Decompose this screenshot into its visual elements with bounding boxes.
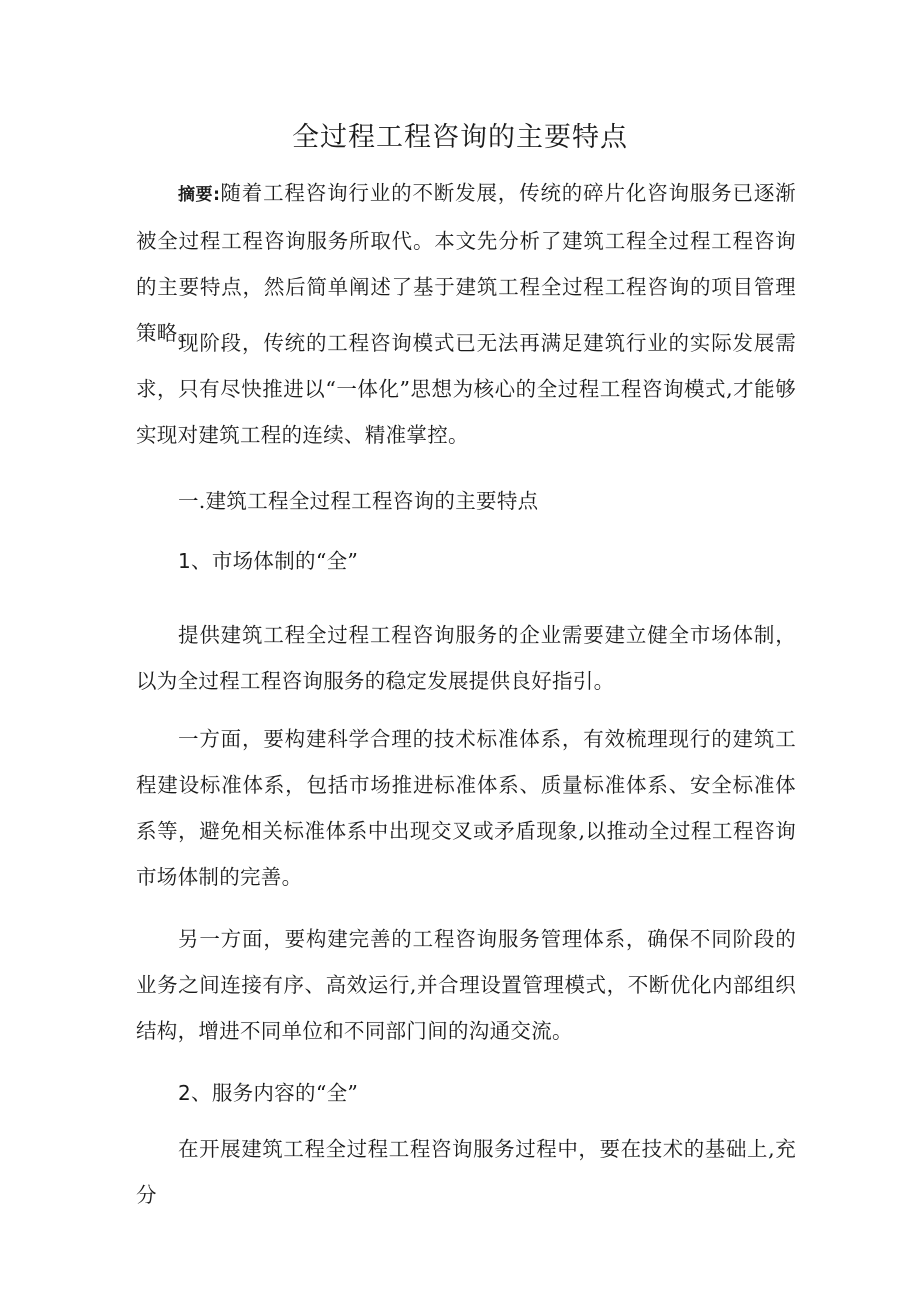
subsection-heading-2: [178, 1070, 358, 1116]
body-paragraph: 一方面，要构建科学合理的技术标准体系，有效梳理现行的建筑工程建设标准体系，包括市场推进标准体系、质量标准体系、安全标准体系等，避免相关标准体系中出现交叉或矛盾现象,以推动全过程工程咨询市场体制的完善。: [136, 727, 796, 889]
subsection-heading-1: [178, 538, 358, 584]
section-heading: 一.建筑工程全过程工程咨询的主要特点: [178, 489, 539, 513]
abstract-label: 摘要:: [178, 185, 220, 205]
page-title: 全过程工程咨询的主要特点: [292, 122, 628, 153]
subsection-title: 、服务内容的“全”: [191, 1081, 359, 1105]
subsection-title: 、市场体制的“全”: [191, 549, 359, 573]
subsection-number: 1: [178, 549, 192, 573]
subsection-number: 2: [178, 1081, 192, 1105]
intro-paragraph: 现阶段，传统的工程咨询模式已无法再满足建筑行业的实际发展需求，只有尽快推进以“一体化”思想为核心的全过程工程咨询模式,才能够实现对建筑工程的连续、精准掌控。: [136, 331, 796, 447]
abstract-text: 随着工程咨询行业的不断发展，传统的碎片化咨询服务已逐渐被全过程工程咨询服务所取代。本文先分析了建筑工程全过程工程咨询的主要特点，然后简单阐述了基于建筑工程全过程工程咨询的项目管理策略。: [136, 181, 796, 345]
body-paragraph: 提供建筑工程全过程工程咨询服务的企业需要建立健全市场体制，以为全过程工程咨询服务的稳定发展提供良好指引。: [136, 623, 796, 693]
body-paragraph: 在开展建筑工程全过程工程咨询服务过程中，要在技术的基础上,充分: [136, 1137, 796, 1207]
body-paragraph: 另一方面，要构建完善的工程咨询服务管理体系，确保不同阶段的业务之间连接有序、高效运行,并合理设置管理模式，不断优化内部组织结构，增进不同单位和不同部门间的沟通交流。: [136, 927, 796, 1043]
